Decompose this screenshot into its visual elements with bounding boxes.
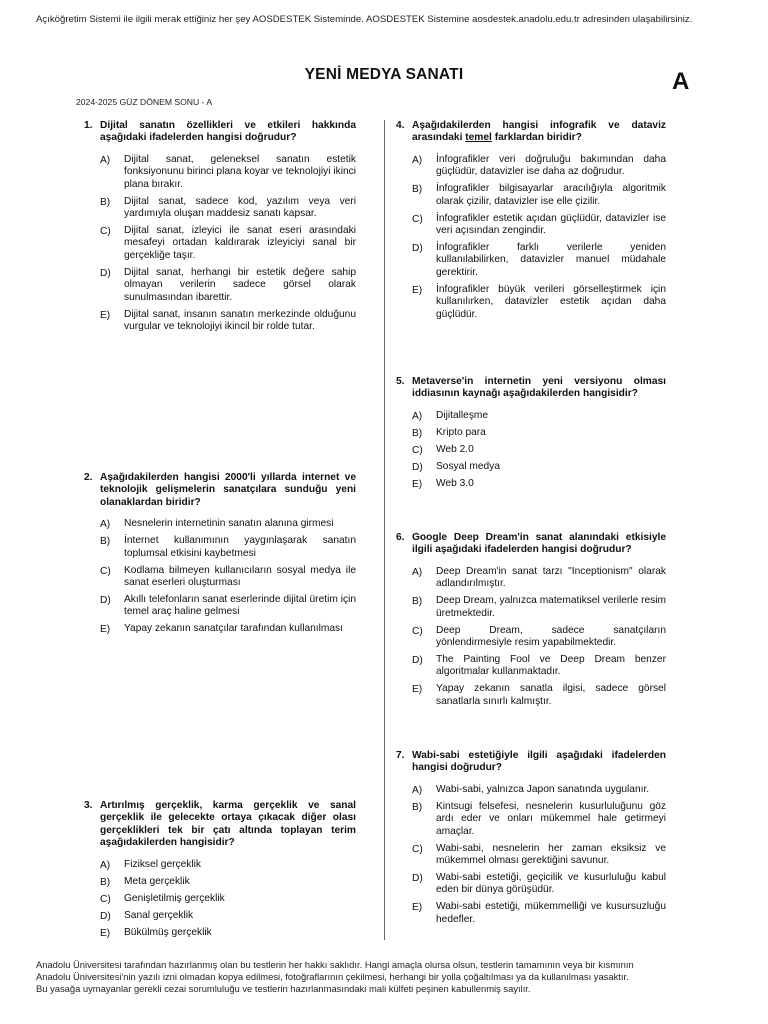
option-letter: E) [412, 478, 423, 490]
option-letter: D) [412, 873, 423, 885]
option-a[interactable] [412, 784, 666, 796]
option-letter: B) [412, 184, 423, 196]
option-list [100, 518, 356, 636]
option-list [412, 566, 666, 708]
option-b[interactable] [412, 427, 666, 439]
option-text: Deep Dream'in sanat tarzı "Inceptionism" olarak adlandırılmıştır. [436, 565, 666, 590]
option-list [100, 154, 356, 334]
stem-text: farklardan biridir? [491, 132, 582, 144]
question-number: 5. [396, 376, 405, 387]
option-c[interactable] [100, 565, 356, 590]
stem-emphasis: temel [465, 132, 492, 144]
footer-line: Bu yasağa uymayanlar gerekli cezai sorumluluğu ve testlerin hazırlanmasındaki mali külfeti peşinen kabullenmiş sayılır. [36, 983, 531, 995]
option-letter: C) [100, 226, 111, 238]
question-stem: Dijital sanatın özellikleri ve etkileri hakkında aşağıdaki ifadelerden hangisi doğrudur? [100, 120, 356, 144]
option-text: İnfografikler veri doğruluğu bakımından daha güçlüdür, datavizler ise daha az doğrudur. [436, 153, 666, 178]
option-letter: D) [412, 655, 423, 667]
option-b[interactable] [412, 801, 666, 838]
question-number: 1. [84, 120, 93, 131]
stem-text: Aşağıdakilerden hangisi infografik ve dataviz arasındaki [412, 120, 666, 144]
option-letter: B) [412, 801, 423, 813]
option-e[interactable] [100, 309, 356, 334]
option-a[interactable] [412, 410, 666, 422]
option-letter: C) [412, 625, 423, 637]
option-letter: A) [100, 859, 111, 871]
option-letter: D) [412, 243, 423, 255]
option-e[interactable] [412, 683, 666, 708]
question-stem [412, 120, 666, 145]
option-text: Web 2.0 [436, 443, 474, 455]
option-letter: A) [412, 784, 423, 796]
option-letter: C) [412, 843, 423, 855]
option-e[interactable] [100, 927, 356, 939]
option-text: Wabi-sabi estetiği, mükemmelliği ve kusursuzluğu hedefler. [436, 901, 666, 925]
question-number: 3. [84, 800, 93, 811]
option-letter: A) [412, 566, 423, 578]
option-letter: E) [412, 284, 423, 296]
option-c[interactable] [100, 225, 356, 262]
option-text: Bükülmüş gerçeklik [124, 926, 212, 938]
option-letter: A) [100, 519, 111, 531]
option-text: Dijital sanat, insanın sanatın merkezinde olduğunu vurgular ve teknolojiyi ikincil bir rolde tutar. [124, 308, 356, 333]
option-letter: B) [100, 876, 111, 888]
option-b[interactable] [412, 595, 666, 620]
option-text: Sanal gerçeklik [124, 909, 194, 921]
option-a[interactable] [412, 154, 666, 179]
question-stem: Wabi-sabi estetiğiyle ilgili aşağıdaki ifadelerden hangisi doğrudur? [412, 750, 666, 774]
option-letter: E) [100, 624, 111, 636]
booklet-letter: A [672, 68, 690, 95]
option-text: Wabi-sabi, nesnelerin her zaman eksiksiz ve mükemmel olması gerektiğini savunur. [436, 842, 666, 867]
option-e[interactable] [100, 623, 356, 635]
option-letter: B) [100, 196, 111, 208]
option-b[interactable] [100, 876, 356, 888]
option-list [412, 410, 666, 490]
option-c[interactable] [412, 625, 666, 650]
question-stem: Google Deep Dream'in sanat alanındaki etkisiyle ilgili aşağıdaki ifadelerden hangisi doğrudur? [412, 532, 666, 556]
option-text: Dijital sanat, herhangi bir estetik değere sahip olmayan verilerin sadece görsel olarak sunulmasından ibarettir. [124, 266, 356, 303]
option-text: Dijital sanat, geleneksel sanatın estetik fonksiyonunu birinci plana koyar ve teknolojiyi ikinci plana bırakır. [124, 153, 356, 190]
option-c[interactable] [412, 843, 666, 868]
option-text: Web 3.0 [436, 477, 474, 489]
term-label: 2024-2025 GÜZ DÖNEM SONU - A [76, 97, 213, 107]
question-number: 2. [84, 472, 93, 483]
column-divider [384, 120, 385, 940]
option-letter: D) [412, 461, 423, 473]
option-text: Fiziksel gerçeklik [124, 858, 201, 870]
option-list [412, 784, 666, 926]
question-7 [396, 750, 666, 926]
option-a[interactable] [100, 859, 356, 871]
option-letter: C) [412, 444, 423, 456]
question-4 [396, 120, 666, 321]
option-d[interactable] [412, 461, 666, 473]
footer-line: Anadolu Üniversitesi'nin yazılı izni olmadan kopya edilmesi, fotoğraflarının çekilmesi, herhangi bir yolla çoğaltılması ya da kullanılması yasaktır. [36, 971, 629, 983]
question-5 [396, 376, 666, 490]
option-text: Deep Dream, sadece sanatçıların yönlendirmesiyle resim yapabilmektedir. [436, 624, 666, 649]
option-letter: B) [412, 596, 423, 608]
option-letter: A) [412, 154, 423, 166]
option-d[interactable] [412, 872, 666, 897]
option-d[interactable] [100, 267, 356, 304]
option-text: Kodlama bilmeyen kullanıcıların sosyal medya ile sanat eserleri oluşturması [124, 564, 356, 589]
option-letter: D) [100, 267, 111, 279]
option-letter: E) [412, 684, 423, 696]
option-letter: C) [412, 213, 423, 225]
option-a[interactable] [100, 154, 356, 191]
option-letter: E) [100, 309, 111, 321]
option-e[interactable] [412, 901, 666, 926]
question-stem: Artırılmış gerçeklik, karma gerçeklik ve sanal gerçeklik ile gelecekte ortaya çıkacak diğer olası gerçeklikleri tek bir çatı altında toplayan terim aşağıdakilerden hangisidir? [100, 800, 356, 849]
option-e[interactable] [412, 478, 666, 490]
top-notice: Açıköğretim Sistemi ile ilgili merak ettiğiniz her şey AOSDESTEK Sisteminde. AOSDESTEK Sistemine aosdestek.anadolu.edu.tr adresinden ulaşabilirsiniz. [36, 14, 693, 25]
option-text: Yapay zekanın sanatla ilgisi, sadece görsel sanatlarla sınırlı kalmıştır. [436, 683, 666, 707]
option-text: İnfografikler farklı verilerle yeniden kullanılabilirken, datavizler manuel müdahale gerektirir. [436, 242, 666, 278]
question-number: 6. [396, 532, 405, 543]
option-d[interactable] [100, 910, 356, 922]
option-e[interactable] [412, 284, 666, 321]
option-text: İnfografikler bilgisayarlar aracılığıyla algoritmik olarak çizilir, datavizler ise elle çizilir. [436, 183, 666, 207]
option-text: Nesnelerin internetinin sanatın alanına girmesi [124, 518, 334, 530]
option-text: Yapay zekanın sanatçılar tarafından kullanılması [124, 623, 343, 635]
option-text: Kripto para [436, 426, 486, 438]
option-c[interactable] [412, 444, 666, 456]
option-text: Dijital sanat, sadece kod, yazılım veya veri yardımıyla oluşan maddesiz sanatı kapsar. [124, 195, 356, 220]
option-b[interactable] [100, 196, 356, 221]
option-list [100, 859, 356, 939]
option-text: Deep Dream, yalnızca matematiksel verilerle resim üretmektedir. [436, 595, 666, 619]
option-text: Wabi-sabi, yalnızca Japon sanatında uygulanır. [436, 783, 650, 795]
option-a[interactable] [412, 566, 666, 591]
question-1 [84, 120, 356, 333]
question-2 [84, 472, 356, 636]
option-d[interactable] [100, 594, 356, 619]
option-text: İnternet kullanımının yaygınlaşarak sanatın toplumsal etkisini kaybetmesi [124, 535, 356, 559]
option-text: Akıllı telefonların sanat eserlerinde dijital üretim için temel araç haline gelmesi [124, 594, 356, 618]
option-letter: B) [412, 427, 423, 439]
option-text: Dijitalleşme [436, 409, 489, 421]
option-d[interactable] [412, 654, 666, 679]
question-number: 4. [396, 120, 405, 131]
question-6 [396, 532, 666, 708]
option-c[interactable] [412, 213, 666, 238]
exam-title: YENİ MEDYA SANATI [304, 66, 464, 83]
option-b[interactable] [412, 183, 666, 208]
option-text: Wabi-sabi estetiği, geçicilik ve kusurluluğu kabul eden bir dünya görüşüdür. [436, 872, 666, 896]
option-d[interactable] [412, 242, 666, 279]
option-text: İnfografikler büyük verileri görselleştirmek için kullanılırken, datavizler estetik açıdan daha güçlüdür. [436, 283, 666, 320]
option-text: Sosyal medya [436, 460, 500, 472]
option-text: Meta gerçeklik [124, 875, 190, 887]
option-text: Kintsugi felsefesi, nesnelerin kusurluluğunu göz ardı eder ve onları mükemmel hale getirmeyi amaçlar. [436, 800, 666, 837]
option-text: Genişletilmiş gerçeklik [124, 892, 225, 904]
option-letter: C) [100, 893, 111, 905]
option-letter: E) [100, 927, 111, 939]
option-letter: A) [100, 154, 111, 166]
footer-line: Anadolu Üniversitesi tarafından hazırlanmış olan bu testlerin her hakkı saklıdır. Hangi amaçla olursa olsun, testlerin tamamının veya bir kısmının [36, 959, 634, 970]
copyright-footer [36, 959, 736, 996]
option-text: Dijital sanat, izleyici ile sanat eseri arasındaki mesafeyi ortadan kaldırarak izleyiciyi sanal bir gerçekliğe taşır. [124, 225, 356, 261]
question-stem: Metaverse'in internetin yeni versiyonu olması iddiasının kaynağı aşağıdakilerden hangisidir? [412, 376, 666, 400]
option-letter: B) [100, 536, 111, 548]
option-letter: E) [412, 902, 423, 914]
question-stem: Aşağıdakilerden hangisi 2000'li yıllarda internet ve teknolojik gelişmelerin sanatçılara sunduğu yeni olanaklardan biridir? [100, 472, 356, 508]
option-b[interactable] [100, 535, 356, 560]
option-a[interactable] [100, 518, 356, 530]
option-text: The Painting Fool ve Deep Dream benzer algoritmalar kullanmaktadır. [436, 654, 666, 678]
option-letter: D) [100, 910, 111, 922]
option-letter: C) [100, 565, 111, 577]
question-3 [84, 800, 356, 939]
option-list [412, 154, 666, 321]
option-letter: A) [412, 410, 423, 422]
question-number: 7. [396, 750, 405, 761]
option-letter: D) [100, 595, 111, 607]
option-c[interactable] [100, 893, 356, 905]
option-text: İnfografikler estetik açıdan güçlüdür, datavizler ise veri açısından zengindir. [436, 212, 666, 237]
